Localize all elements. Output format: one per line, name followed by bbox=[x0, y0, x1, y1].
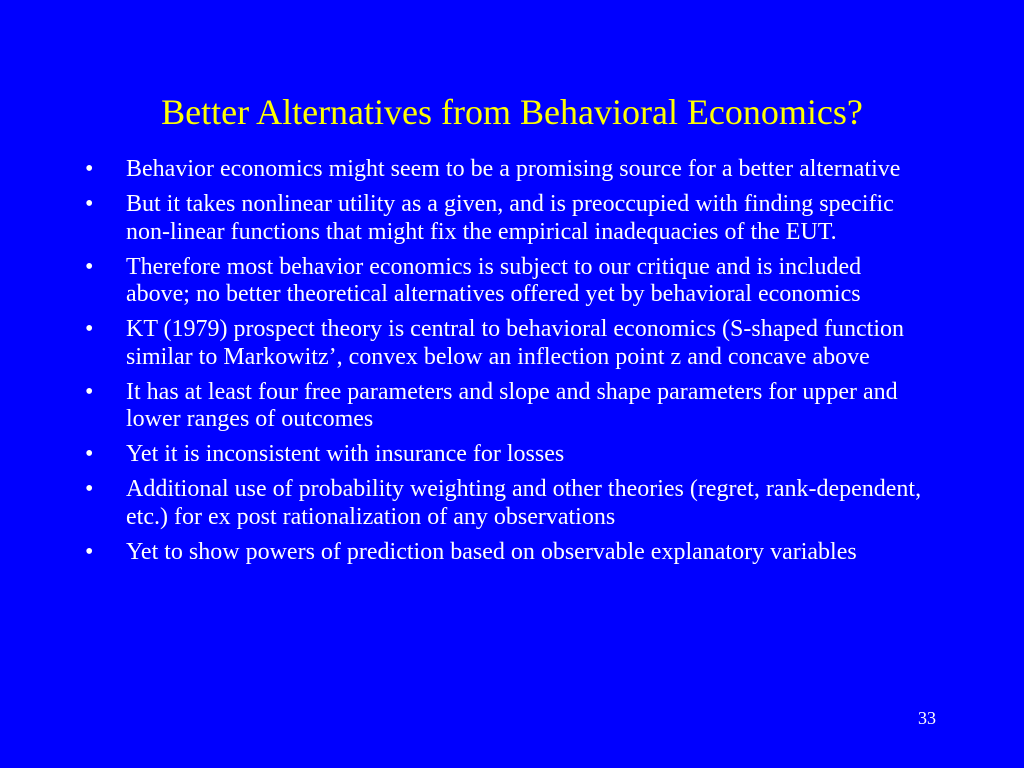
bullet-text: Additional use of probability weighting and other theories (regret, rank-dependent, etc.) for ex post rationalization of any observations bbox=[126, 476, 922, 530]
slide-number: 33 bbox=[918, 708, 936, 728]
bullet-dot-icon: • bbox=[85, 253, 94, 280]
bullet-text: Therefore most behavior economics is subject to our critique and is included above; no better theoretical alternatives offered yet by behavioral economics bbox=[126, 253, 862, 307]
bullet-item-2 bbox=[85, 191, 925, 246]
bullet-dot-icon: • bbox=[85, 378, 94, 405]
bullet-text: It has at least four free parameters and slope and shape parameters for upper and lower ranges of outcomes bbox=[126, 378, 898, 432]
bullet-item-6 bbox=[85, 441, 925, 469]
bullet-item-5 bbox=[85, 379, 925, 434]
bullet-item-7 bbox=[85, 476, 925, 531]
bullet-dot-icon: • bbox=[85, 441, 94, 467]
bullet-dot-icon: • bbox=[85, 156, 94, 182]
bullet-text: Behavior economics might seem to be a promising source for a better alternative bbox=[126, 156, 901, 182]
bullet-dot-icon: • bbox=[85, 538, 94, 565]
bullet-text: Yet to show powers of prediction based on observable explanatory variables bbox=[126, 538, 857, 565]
bullet-dot-icon: • bbox=[85, 316, 94, 342]
bullet-text: But it takes nonlinear utility as a given, and is preoccupied with finding specific non-linear functions that might fix the empirical inadequacies of the EUT. bbox=[126, 191, 894, 245]
bullet-item-3 bbox=[85, 254, 925, 309]
slide-title: Better Alternatives from Behavioral Economics? bbox=[161, 92, 863, 132]
bullet-text: KT (1979) prospect theory is central to behavioral economics (S-shaped function similar to Markowitz’, convex below an inflection point z and concave above bbox=[126, 316, 904, 370]
bullet-item-1 bbox=[85, 156, 925, 184]
bullet-dot-icon: • bbox=[85, 191, 94, 217]
bullet-dot-icon: • bbox=[85, 476, 94, 502]
bullet-item-8 bbox=[85, 539, 925, 567]
bullet-text: Yet it is inconsistent with insurance for losses bbox=[126, 441, 565, 467]
bullet-item-4 bbox=[85, 316, 925, 371]
bullet-list bbox=[85, 156, 925, 574]
